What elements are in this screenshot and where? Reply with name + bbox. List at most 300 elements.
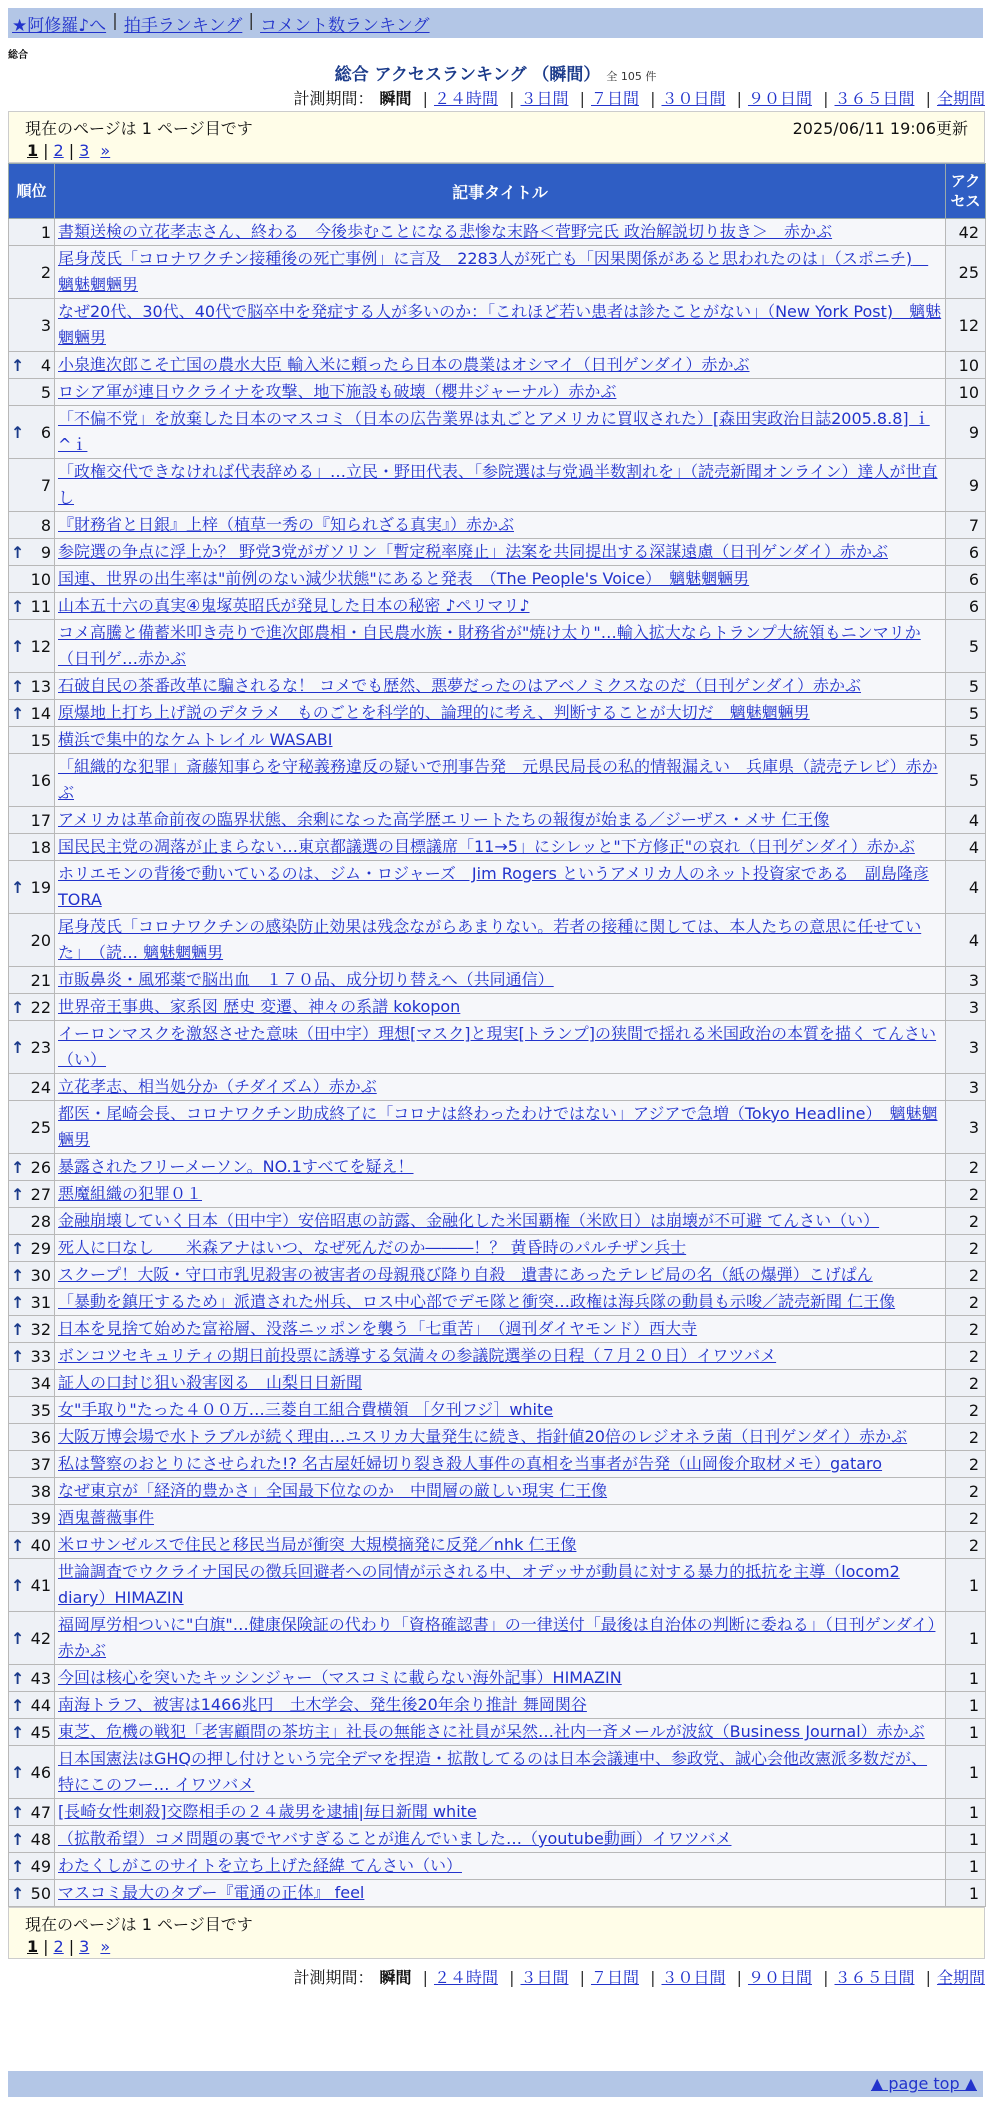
rank-number: 13: [30, 676, 51, 696]
article-link[interactable]: 「政権交代できなければ代表辞める」…立民・野田代表、「参院選は与党過半数割れを」（読売新聞オンライン）達人が世直し: [58, 462, 938, 507]
article-link[interactable]: 「暴動を鎮圧するため」派遣された州兵、ロス中心部でデモ隊と衝突…政権は海兵隊の動員も示唆／読売新聞 仁王像: [58, 1292, 896, 1311]
access-count: 2: [946, 1397, 986, 1424]
rank-number: 44: [30, 1695, 51, 1715]
access-count: 12: [946, 299, 986, 352]
rank-cell: [9, 1208, 55, 1235]
rank-number: 22: [30, 997, 51, 1017]
period-link-30d-bottom[interactable]: ３０日間: [661, 1968, 726, 1987]
page-1: 1: [27, 141, 39, 160]
access-count: 2: [946, 1181, 986, 1208]
period-link-365d-bottom[interactable]: ３６５日間: [834, 1968, 915, 1987]
table-row: [9, 834, 986, 861]
rank-number: 12: [30, 636, 51, 656]
nav-link-applause-ranking[interactable]: 拍手ランキング: [123, 15, 243, 36]
title-cell: [55, 1235, 946, 1262]
rank-number: 46: [30, 1762, 51, 1782]
access-count: 1: [946, 1692, 986, 1719]
header-rank: 順位: [9, 164, 55, 219]
access-count: 2: [946, 1154, 986, 1181]
period-label: 計測期間：: [293, 89, 374, 108]
article-link[interactable]: 私は警察のおとりにさせられた!? 名古屋妊婦切り裂き殺人事件の真相を当事者が告発（山岡俊介取材メモ）gataro: [58, 1454, 883, 1473]
up-arrow-icon: ↑: [11, 1829, 25, 1849]
article-link[interactable]: なぜ20代、30代、40代で脳卒中を発症する人が多いのか：「これほど若い患者は診たことがない」（New York Post) 魑魅魍魎男: [58, 302, 942, 347]
title-cell: [55, 1612, 946, 1665]
up-arrow-icon: ↑: [11, 1762, 25, 1782]
article-link[interactable]: 東芝、危機の戦犯「老害顧問の茶坊主」社長の無能さに社員が呆然…社内一斉メールが波紋（Business Journal）赤かぶ: [58, 1722, 925, 1741]
title-cell: [55, 967, 946, 994]
rank-cell: [9, 246, 55, 299]
article-link[interactable]: 米ロサンゼルスで住民と移民当局が衝突 大規模摘発に反発／nhk 仁王像: [58, 1535, 577, 1554]
table-row: [9, 1343, 986, 1370]
access-count: 10: [946, 352, 986, 379]
rank-number: 8: [40, 515, 51, 535]
access-count: 2: [946, 1370, 986, 1397]
period-link-365d[interactable]: ３６５日間: [834, 89, 915, 108]
title-cell: [55, 994, 946, 1021]
rank-number: 43: [30, 1668, 51, 1688]
period-current-bottom: 瞬間: [379, 1968, 412, 1987]
title-cell: [55, 861, 946, 914]
rank-number: 2: [40, 262, 51, 282]
rank-number: 19: [30, 877, 51, 897]
rank-cell: [9, 994, 55, 1021]
title-cell: [55, 379, 946, 406]
table-row: [9, 352, 986, 379]
table-row: [9, 1424, 986, 1451]
access-count: 4: [946, 807, 986, 834]
up-arrow-icon: ↑: [11, 1184, 25, 1204]
period-link-3d[interactable]: ３日間: [520, 89, 569, 108]
rank-number: 36: [30, 1427, 51, 1447]
access-count: 2: [946, 1478, 986, 1505]
rank-cell: [9, 1424, 55, 1451]
title-cell: [55, 1181, 946, 1208]
article-link[interactable]: 日本国憲法はGHQの押し付けという完全デマを捏造・拡散してるのは日本会議連中、参政党、誠心会他改憲派多数だが、特にこのフー… イワツバメ: [58, 1749, 928, 1794]
rank-number: 20: [30, 930, 51, 950]
access-count: 7: [946, 512, 986, 539]
up-arrow-icon: ↑: [11, 1157, 25, 1177]
nav-separator: |: [248, 10, 255, 31]
rank-number: 21: [30, 970, 51, 990]
title-cell: [55, 1505, 946, 1532]
access-count: 2: [946, 1424, 986, 1451]
current-page-text: 現在のページは 1 ページ目です: [25, 119, 253, 138]
access-count: 2: [946, 1343, 986, 1370]
access-count: 2: [946, 1532, 986, 1559]
article-link[interactable]: ボンコツセキュリティの期日前投票に誘導する気満々の参議院選挙の日程（７月２０日）イワツバメ: [58, 1346, 777, 1365]
article-link[interactable]: 市販鼻炎・風邪薬で脳出血 １７０品、成分切り替えへ（共同通信）: [58, 970, 554, 989]
rank-cell: [9, 512, 55, 539]
title-cell: [55, 834, 946, 861]
page-link-2-bottom[interactable]: 2: [53, 1937, 64, 1956]
table-row: [9, 1181, 986, 1208]
up-arrow-icon: ↑: [11, 1695, 25, 1715]
rank-cell: [9, 593, 55, 620]
rank-number: 9: [40, 542, 51, 562]
up-arrow-icon: ↑: [11, 1535, 25, 1555]
ranking-title: 総合 アクセスランキング （瞬間）: [334, 65, 601, 85]
up-arrow-icon: ↑: [11, 877, 25, 897]
access-count: 1: [946, 1880, 986, 1907]
up-arrow-icon: ↑: [11, 1802, 25, 1822]
access-count: 3: [946, 1074, 986, 1101]
article-link[interactable]: 世界帝王事典、家系図 歴史 変遷、神々の系譜 kokopon: [58, 997, 461, 1016]
article-link[interactable]: イーロンマスクを激怒させた意味（田中宇）理想[マスク]と現実[トランプ]の狭間で揺れる米国政治の本質を描く てんさい（い）: [58, 1024, 937, 1069]
rank-cell: [9, 299, 55, 352]
title-cell: [55, 539, 946, 566]
rank-number: 45: [30, 1722, 51, 1742]
table-row: [9, 1880, 986, 1907]
table-row: [9, 1262, 986, 1289]
table-row: [9, 1235, 986, 1262]
header-title: 記事タイトル: [55, 164, 946, 219]
period-selector-top: 計測期間： 瞬間 | ２４時間 | ３日間 | ７日間 | ３０日間 | ９０日間 | ３６５日間 | 全期間: [293, 89, 985, 108]
rank-number: 33: [30, 1346, 51, 1366]
rank-number: 29: [30, 1238, 51, 1258]
up-arrow-icon: ↑: [11, 1238, 25, 1258]
table-row: [9, 1799, 986, 1826]
access-count: 1: [946, 1559, 986, 1612]
nav-link-asyura[interactable]: ★阿修羅♪へ: [12, 15, 107, 36]
article-link[interactable]: 女"手取り"たった４００万…三菱自工組合費横領 ［夕刊フジ］white: [58, 1400, 554, 1419]
rank-number: 18: [30, 837, 51, 857]
article-link[interactable]: 立花孝志、相当処分か（チダイズム）赤かぶ: [58, 1077, 377, 1096]
up-arrow-icon: ↑: [11, 1628, 25, 1648]
period-link-all-bottom[interactable]: 全期間: [936, 1968, 985, 1987]
title-cell: [55, 620, 946, 673]
access-count: 5: [946, 673, 986, 700]
rank-number: 40: [30, 1535, 51, 1555]
title-cell: [55, 673, 946, 700]
table-row: [9, 1692, 986, 1719]
title-cell: [55, 512, 946, 539]
rank-cell: [9, 379, 55, 406]
title-cell: [55, 1397, 946, 1424]
rank-cell: [9, 1154, 55, 1181]
rank-cell: [9, 1451, 55, 1478]
rank-cell: [9, 1343, 55, 1370]
up-arrow-icon: ↑: [11, 676, 25, 696]
access-count: 2: [946, 1505, 986, 1532]
access-count: 3: [946, 1021, 986, 1074]
article-link[interactable]: ホリエモンの背後で動いているのは、ジム・ロジャーズ Jim Rogers というアメリカ人のネット投資家である 副島隆彦 TORA: [58, 864, 929, 909]
access-count: 2: [946, 1451, 986, 1478]
article-link[interactable]: （拡散希望）コメ問題の裏でヤバすぎることが進んでいました…（youtube動画）イワツバメ: [58, 1829, 732, 1848]
up-arrow-icon: ↑: [11, 1722, 25, 1742]
title-cell: [55, 1880, 946, 1907]
table-row: [9, 1451, 986, 1478]
access-count: 2: [946, 1208, 986, 1235]
rank-cell: [9, 1370, 55, 1397]
title-cell: [55, 1826, 946, 1853]
rank-cell: [9, 1021, 55, 1074]
access-count: 42: [946, 219, 986, 246]
title-cell: [55, 1719, 946, 1746]
article-link[interactable]: 尾身茂氏「コロナワクチンの感染防止効果は残念ながらあまりない。若者の接種に関しては、本人たちの意思に任せていた」 （読… 魑魅魍魎男: [58, 917, 922, 962]
next-page-link[interactable]: »: [100, 141, 111, 160]
period-link-3d-bottom[interactable]: ３日間: [520, 1968, 569, 1987]
up-arrow-icon: ↑: [11, 1037, 25, 1057]
rank-cell: [9, 1235, 55, 1262]
article-link[interactable]: 悪魔組織の犯罪０１: [58, 1184, 203, 1203]
rank-cell: [9, 1101, 55, 1154]
title-cell: [55, 754, 946, 807]
rank-number: 26: [30, 1157, 51, 1177]
rank-cell: [9, 673, 55, 700]
article-link[interactable]: 金融崩壊していく日本（田中宇）安倍昭恵の訪露、金融化した米国覇権（米欧日）は崩壊が不可避 てんさい（い）: [58, 1211, 880, 1230]
up-arrow-icon: ↑: [11, 1883, 25, 1903]
title-cell: [55, 1665, 946, 1692]
up-arrow-icon: ↑: [11, 422, 25, 442]
title-cell: [55, 1101, 946, 1154]
access-count: 2: [946, 1235, 986, 1262]
rank-number: 48: [30, 1829, 51, 1849]
period-link-7d-bottom[interactable]: ７日間: [590, 1968, 639, 1987]
title-cell: [55, 459, 946, 512]
article-link[interactable]: 証人の口封じ狙い殺害図る 山梨日日新聞: [58, 1373, 363, 1392]
access-count: 1: [946, 1826, 986, 1853]
rank-cell: [9, 459, 55, 512]
table-row: [9, 246, 986, 299]
rank-number: 23: [30, 1037, 51, 1057]
article-link[interactable]: 参院選の争点に浮上か？ 野党3党がガソリン「暫定税率廃止」法案を共同提出する深謀遠慮（日刊ゲンダイ）赤かぶ: [58, 542, 888, 561]
table-row: [9, 379, 986, 406]
rank-cell: [9, 1799, 55, 1826]
rank-cell: [9, 566, 55, 593]
access-count: 1: [946, 1746, 986, 1799]
rank-number: 49: [30, 1856, 51, 1876]
period-link-24h[interactable]: ２４時間: [433, 89, 498, 108]
article-link[interactable]: スクープ！大阪・守口市乳児殺害の被害者の母親飛び降り自殺 遺書にあったテレビ局の名（紙の爆弾）こげぱん: [58, 1265, 873, 1284]
rank-cell: [9, 352, 55, 379]
page-title: [0, 60, 991, 85]
table-row: [9, 1719, 986, 1746]
up-arrow-icon: ↑: [11, 355, 25, 375]
title-cell: [55, 246, 946, 299]
updated-time: 2025/06/11 19:06更新: [792, 119, 968, 138]
access-count: 2: [946, 1289, 986, 1316]
title-cell: [55, 299, 946, 352]
title-cell: [55, 727, 946, 754]
rank-cell: [9, 1532, 55, 1559]
rank-cell: [9, 727, 55, 754]
table-row: [9, 754, 986, 807]
rank-cell: [9, 1719, 55, 1746]
title-cell: [55, 914, 946, 967]
table-row: [9, 967, 986, 994]
rank-number: 7: [40, 475, 51, 495]
article-link[interactable]: 死人に口なし 米森アナはいつ、なぜ死んだのか―――！？ 黄昏時のパルチザン兵士: [58, 1238, 687, 1257]
rank-cell: [9, 1692, 55, 1719]
period-link-30d[interactable]: ３０日間: [661, 89, 726, 108]
table-row: [9, 1316, 986, 1343]
up-arrow-icon: ↑: [11, 1668, 25, 1688]
period-link-24h-bottom[interactable]: ２４時間: [433, 1968, 498, 1987]
access-count: 3: [946, 994, 986, 1021]
title-cell: [55, 700, 946, 727]
page-link-2[interactable]: 2: [53, 141, 64, 160]
article-link[interactable]: 大阪万博会場で水トラブルが続く理由…ユスリカ大量発生に続き、指針値20倍のレジオネラ菌（日刊ゲンダイ）赤かぶ: [58, 1427, 908, 1446]
article-link[interactable]: 「組織的な犯罪」斎藤知事らを守秘義務違反の疑いで刑事告発 元県民局長の私的情報漏えい 兵庫県（読売テレビ）赤かぶ: [58, 757, 938, 802]
title-cell: [55, 1316, 946, 1343]
access-count: 1: [946, 1799, 986, 1826]
rank-number: 24: [30, 1077, 51, 1097]
table-header-row: [9, 164, 986, 219]
table-row: [9, 1370, 986, 1397]
table-row: [9, 1021, 986, 1074]
article-link[interactable]: 都医・尾崎会長、コロナワクチン助成終了に「コロナは終わったわけではない」アジアで急増（Tokyo Headline） 魑魅魍魎男: [58, 1104, 938, 1149]
rank-number: 16: [30, 770, 51, 790]
access-count: 5: [946, 700, 986, 727]
table-row: [9, 1532, 986, 1559]
article-link[interactable]: 山本五十六の真実④鬼塚英昭氏が発見した日本の秘密 ♪ペリマリ♪: [58, 596, 530, 615]
item-count: 全 105 件: [606, 70, 657, 83]
title-cell: [55, 1799, 946, 1826]
category-tag: 総合: [8, 50, 28, 61]
up-arrow-icon: ↑: [11, 1292, 25, 1312]
table-row: [9, 1101, 986, 1154]
title-cell: [55, 1289, 946, 1316]
rank-number: 10: [30, 569, 51, 589]
article-link[interactable]: 『財務省と日銀』上梓（植草一秀の『知られざる真実』）赤かぶ: [58, 515, 515, 534]
up-arrow-icon: ↑: [11, 997, 25, 1017]
rank-number: 34: [30, 1373, 51, 1393]
article-link[interactable]: 小泉進次郎こそ亡国の農水大臣 輸入米に頼ったら日本の農業はオシマイ（日刊ゲンダイ）赤かぶ: [58, 355, 750, 374]
table-row: [9, 1397, 986, 1424]
rank-number: 32: [30, 1319, 51, 1339]
rank-cell: [9, 1612, 55, 1665]
rank-number: 15: [30, 730, 51, 750]
rank-cell: [9, 700, 55, 727]
rank-number: 6: [40, 422, 51, 442]
rank-number: 39: [30, 1508, 51, 1528]
table-row: [9, 1665, 986, 1692]
article-link[interactable]: コメ高騰と備蓄米叩き売りで進次郎農相・自民農水族・財務省が"焼け太り"…輸入拡大ならトランプ大統領もニンマリか（日刊ゲ…赤かぶ: [58, 623, 921, 668]
up-arrow-icon: ↑: [11, 1265, 25, 1285]
rank-cell: [9, 861, 55, 914]
article-link[interactable]: なぜ東京が「経済的豊かさ」全国最下位なのか 中間層の厳しい現実 仁王像: [58, 1481, 608, 1500]
article-link[interactable]: 原爆地上打ち上げ説のデタラメ ものごとを科学的、論理的に考え、判断することが大切だ 魑魅魍魎男: [58, 703, 810, 722]
article-link[interactable]: 南海トラフ、被害は1466兆円 土木学会、発生後20年余り推計 舞岡関谷: [58, 1695, 587, 1714]
article-link[interactable]: 横浜で集中的なケムトレイル WASABI: [58, 730, 333, 749]
rank-number: 4: [40, 355, 51, 375]
period-link-7d[interactable]: ７日間: [590, 89, 639, 108]
article-link[interactable]: 日本を見捨て始めた富裕層、没落ニッポンを襲う「七重苦」 （週刊ダイヤモンド）西大寺: [58, 1319, 698, 1338]
article-link[interactable]: マスコミ最大のタブー『電通の正体』 feel: [58, 1883, 365, 1902]
article-link[interactable]: 書類送検の立花孝志さん、終わる 今後歩むことになる悲惨な末路＜菅野完氏 政治解説切り抜き＞ 赤かぶ: [58, 222, 833, 241]
title-cell: [55, 406, 946, 459]
current-page-text-bottom: 現在のページは 1 ページ目です: [25, 1915, 253, 1934]
title-cell: [55, 1208, 946, 1235]
title-cell: [55, 219, 946, 246]
table-row: [9, 914, 986, 967]
rank-cell: [9, 1559, 55, 1612]
access-count: 2: [946, 1316, 986, 1343]
title-cell: [55, 352, 946, 379]
access-count: 5: [946, 620, 986, 673]
up-arrow-icon: ↑: [11, 636, 25, 656]
period-link-all[interactable]: 全期間: [936, 89, 985, 108]
table-row: [9, 994, 986, 1021]
nav-link-comment-ranking[interactable]: コメント数ランキング: [260, 15, 430, 36]
article-link[interactable]: 国連、世界の出生率は"前例のない減少状態"にあると発表 （The People's Voice） 魑魅魍魎男: [58, 569, 750, 588]
access-count: 1: [946, 1719, 986, 1746]
page-top-link[interactable]: ▲ page top ▲: [870, 2074, 977, 2093]
page-link-3[interactable]: 3: [79, 141, 90, 160]
rank-number: 47: [30, 1802, 51, 1822]
access-count: 9: [946, 406, 986, 459]
table-row: [9, 1478, 986, 1505]
table-row: [9, 1208, 986, 1235]
table-row: [9, 727, 986, 754]
rank-cell: [9, 914, 55, 967]
next-page-link-bottom[interactable]: »: [100, 1937, 111, 1956]
article-link[interactable]: 「不偏不党」を放棄した日本のマスコミ（日本の広告業界は丸ごとアメリカに買収された）[森田実政治日誌2005.8.8] ｉ^ｉ: [58, 409, 930, 454]
access-count: 5: [946, 727, 986, 754]
table-row: [9, 1826, 986, 1853]
table-row: [9, 620, 986, 673]
title-cell: [55, 1262, 946, 1289]
period-link-90d-bottom[interactable]: ９０日間: [747, 1968, 812, 1987]
access-count: 6: [946, 539, 986, 566]
article-link[interactable]: 尾身茂氏「コロナワクチン接種後の死亡事例」に言及 2283人が死亡も「因果関係があると思われたのは」（スポニチ) 魑魅魍魎男: [58, 249, 929, 294]
rank-cell: [9, 1478, 55, 1505]
article-link[interactable]: [長崎女性刺殺]交際相手の２４歳男を逮捕|毎日新聞 white: [58, 1802, 477, 1821]
table-row: [9, 299, 986, 352]
rank-number: 27: [30, 1184, 51, 1204]
rank-cell: [9, 1853, 55, 1880]
rank-cell: [9, 620, 55, 673]
rank-cell: [9, 1262, 55, 1289]
rank-cell: [9, 406, 55, 459]
pager-bottom: 現在のページは 1 ページ目です 1 | 2 | 3 »: [8, 1907, 985, 1959]
article-link[interactable]: わたくしがこのサイトを立ち上げた経緯 てんさい（い）: [58, 1856, 462, 1875]
title-cell: [55, 1532, 946, 1559]
article-link[interactable]: 暴露されたフリーメーソン。NO.1すべてを疑え！: [58, 1157, 414, 1176]
article-link[interactable]: 国民民主党の凋落が止まらない…東京都議選の目標議席「11→5」にシレッと"下方修正"の哀れ（日刊ゲンダイ）赤かぶ: [58, 837, 915, 856]
article-link[interactable]: アメリカは革命前夜の臨界状態、余剰になった高学歴エリートたちの報復が始まる／ジーザス・メサ 仁王像: [58, 810, 830, 829]
header-access: アクセス: [946, 164, 986, 219]
rank-cell: [9, 1880, 55, 1907]
table-row: [9, 539, 986, 566]
article-link[interactable]: 世論調査でウクライナ国民の徴兵回避者への同情が示される中、オデッサが動員に対する暴力的抵抗を主導（locom2 diary）HIMAZIN: [58, 1562, 900, 1607]
access-count: 9: [946, 459, 986, 512]
page-1-bottom: 1: [27, 1937, 39, 1956]
rank-number: 11: [30, 596, 51, 616]
title-cell: [55, 1343, 946, 1370]
rank-number: 42: [30, 1628, 51, 1648]
title-cell: [55, 1154, 946, 1181]
page-link-3-bottom[interactable]: 3: [79, 1937, 90, 1956]
table-row: [9, 1074, 986, 1101]
article-link[interactable]: 石破自民の茶番改革に騙されるな！ コメでも歴然、悪夢だったのはアベノミクスなのだ（日刊ゲンダイ）赤かぶ: [58, 676, 862, 695]
period-selector-bottom: 計測期間： 瞬間 | ２４時間 | ３日間 | ７日間 | ３０日間 | ９０日間 | ３６５日間 | 全期間: [293, 1968, 985, 1987]
article-link[interactable]: ロシア軍が連日ウクライナを攻撃、地下施設も破壊（櫻井ジャーナル）赤かぶ: [58, 382, 617, 401]
article-link[interactable]: 福岡厚労相ついに"白旗"…健康保険証の代わり「資格確認書」の一律送付「最後は自治体の判断に委ねる」（日刊ゲンダイ）赤かぶ: [58, 1615, 936, 1660]
rank-cell: [9, 807, 55, 834]
rank-number: 50: [30, 1883, 51, 1903]
title-cell: [55, 1853, 946, 1880]
pager-top: 現在のページは 1 ページ目です 2025/06/11 19:06更新 1 | 2 | 3 »: [8, 111, 985, 163]
title-cell: [55, 1424, 946, 1451]
article-link[interactable]: 酒鬼薔薇事件: [58, 1508, 155, 1527]
rank-number: 37: [30, 1454, 51, 1474]
article-link[interactable]: 今回は核心を突いたキッシンジャー（マスコミに載らない海外記事）HIMAZIN: [58, 1668, 622, 1687]
table-row: [9, 1289, 986, 1316]
access-count: 25: [946, 246, 986, 299]
period-link-90d[interactable]: ９０日間: [747, 89, 812, 108]
table-row: [9, 512, 986, 539]
